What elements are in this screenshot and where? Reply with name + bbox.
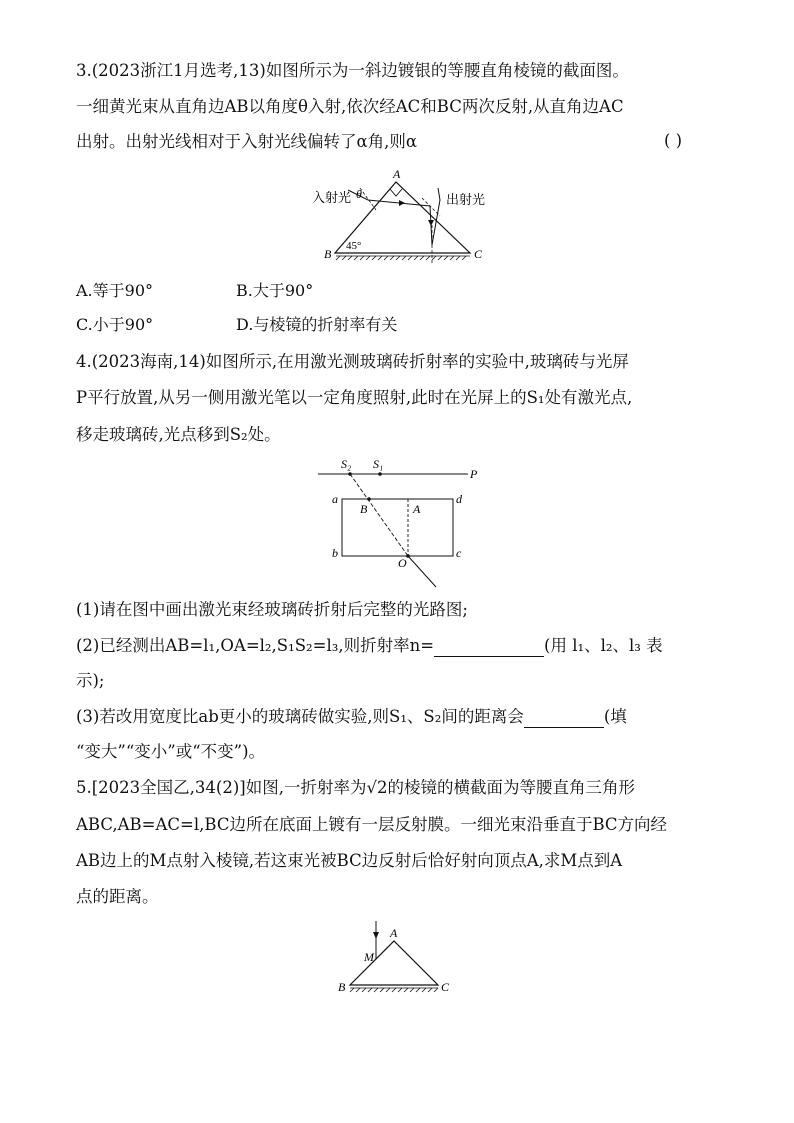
q4-line3: 移走玻璃砖,光点移到S₂处。 xyxy=(76,425,281,444)
q4-answer-blank-distance[interactable] xyxy=(524,711,604,728)
q4-label-A: A xyxy=(413,502,421,516)
q4-label-B: B xyxy=(360,502,368,516)
q4-sub2-line1 xyxy=(76,635,663,657)
q3-option-b[interactable]: B.大于90° xyxy=(236,281,314,300)
q3-label-theta: θ xyxy=(356,187,362,201)
q3-option-a[interactable]: A.等于90° xyxy=(76,281,154,300)
q5-line1 xyxy=(76,777,635,799)
q4-label-d: d xyxy=(456,492,462,506)
q4-glass-brick-figure xyxy=(310,455,490,590)
q4-label-O: O xyxy=(398,556,407,570)
q5-line1-text-b: 的棱镜的横截面为等腰直角三角形 xyxy=(387,778,635,797)
q4-sub3-line2: “变大”“变小”或“不变”)。 xyxy=(76,742,266,761)
q4-label-p: P xyxy=(470,467,478,481)
q3-option-c[interactable]: C.小于90° xyxy=(76,315,154,334)
q4-sub1: (1)请在图中画出激光束经玻璃砖折射后完整的光路图; xyxy=(76,600,468,619)
q3-vertex-C: C xyxy=(474,247,483,261)
q5-line4: 点的距离。 xyxy=(76,887,159,906)
q3-label-45: 45° xyxy=(346,240,362,252)
q5-line2: ABC,AB=AC=l,BC边所在底面上镀有一层反射膜。一细光束沿垂直于BC方向经 xyxy=(76,815,667,834)
q4-label-s2: S₂ xyxy=(341,457,352,471)
q3-vertex-B: B xyxy=(324,247,332,261)
q4-sub2-text-b: (用 l₁、l₂、l₃ 表 xyxy=(544,636,663,655)
q4-sub3-text: (3)若改用宽度比ab更小的玻璃砖做实验,则S₁、S₂间的距离会 xyxy=(76,707,524,726)
q5-point-M: M xyxy=(364,950,374,964)
q5-prism-figure xyxy=(330,915,460,1000)
q5-vertex-A: A xyxy=(390,926,398,940)
q4-label-a: a xyxy=(332,492,338,506)
q5-line1-text: 5.[2023全国乙,34(2)]如图,一折射率为 xyxy=(76,778,367,797)
q3-line3: 出射。出射光线相对于入射光线偏转了α角,则α xyxy=(76,132,418,151)
q4-label-c: c xyxy=(456,546,462,560)
q3-label-incident: 入射光 xyxy=(312,190,352,205)
q4-sub3-line1 xyxy=(76,706,627,728)
q4-line2: P平行放置,从另一侧用激光笔以一定角度照射,此时在光屏上的S₁处有激光点, xyxy=(76,388,633,407)
q5-line3: AB边上的M点射入棱镜,若这束光被BC边反射后恰好射向顶点A,求M点到A xyxy=(76,851,623,870)
q3-label-exit: 出射光 xyxy=(446,192,486,207)
q4-sub2-line2: 示); xyxy=(76,671,105,690)
q3-vertex-A: A xyxy=(393,167,401,181)
q4-line1: 4.(2023海南,14)如图所示,在用激光测玻璃砖折射率的实验中,玻璃砖与光屏 xyxy=(76,352,629,371)
q4-sub3-text-b: (填 xyxy=(603,707,627,726)
q4-answer-blank-n[interactable] xyxy=(434,640,544,657)
q3-answer-paren[interactable]: ( ) xyxy=(664,131,683,150)
q5-vertex-C: C xyxy=(441,980,450,994)
q4-label-s1: S₁ xyxy=(373,457,384,471)
q4-label-b: b xyxy=(332,546,338,560)
q3-option-d[interactable]: D.与棱镜的折射率有关 xyxy=(236,315,398,334)
q3-line2: 一细黄光束从直角边AB以角度θ入射,依次经AC和BC两次反射,从直角边AC xyxy=(76,97,624,116)
q5-vertex-B: B xyxy=(338,980,346,994)
q5-sqrt2: √2 xyxy=(366,778,388,797)
q4-sub2-text: (2)已经测出AB=l₁,OA=l₂,S₁S₂=l₃,则折射率n= xyxy=(76,636,435,655)
q3-prism-figure xyxy=(300,160,500,270)
q3-line1: 3.(2023浙江1月选考,13)如图所示为一斜边镀银的等腰直角棱镜的截面图。 xyxy=(76,61,629,80)
